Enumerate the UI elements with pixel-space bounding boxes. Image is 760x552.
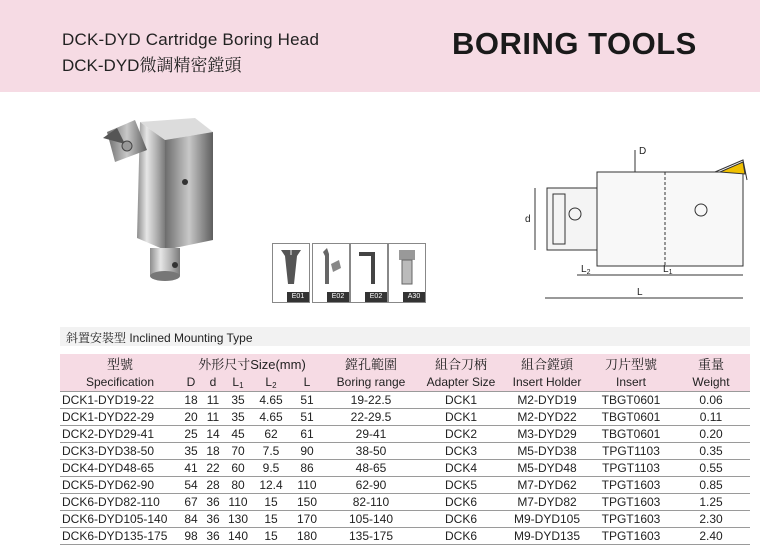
cell-spec: DCK3-DYD38-50 <box>60 443 180 460</box>
cell-adapter: DCK3 <box>418 443 504 460</box>
title-chinese: DCK-DYD微調精密鏜頭 <box>62 56 242 75</box>
dim-L-label: L <box>637 287 643 298</box>
cell-d: 41 <box>180 460 202 477</box>
technical-diagram <box>515 140 755 305</box>
accessory-tag: E02 <box>327 292 349 302</box>
cell-d: 36 <box>202 528 224 545</box>
cell-d: 84 <box>180 511 202 528</box>
cell-l2: 9.5 <box>252 460 290 477</box>
cell-l1: 140 <box>224 528 252 545</box>
cell-l2: 15 <box>252 511 290 528</box>
cell-spec: DCK2-DYD29-41 <box>60 426 180 443</box>
cell-weight: 1.25 <box>672 494 750 511</box>
cell-d: 36 <box>202 511 224 528</box>
cell-weight: 0.55 <box>672 460 750 477</box>
cell-holder: M5-DYD38 <box>504 443 590 460</box>
cell-l2: 62 <box>252 426 290 443</box>
header-L1: $L_1$ <box>232 374 244 390</box>
dim-L1-label: $L_1$ <box>663 264 673 276</box>
header-spec-en: Specification <box>85 375 155 389</box>
cell-l1: 110 <box>224 494 252 511</box>
cell-holder: M7-DYD62 <box>504 477 590 494</box>
cell-d: 14 <box>202 426 224 443</box>
cell-weight: 0.11 <box>672 409 750 426</box>
cell-l1: 60 <box>224 460 252 477</box>
header-size-cn: 外形尺寸Size(mm) <box>198 357 306 372</box>
cell-d: 11 <box>202 409 224 426</box>
cell-adapter: DCK6 <box>418 494 504 511</box>
table-row <box>60 392 750 409</box>
cell-d: 22 <box>202 460 224 477</box>
cell-range: 135-175 <box>324 528 418 545</box>
cell-l: 61 <box>290 426 324 443</box>
accessory-tag: A30 <box>403 292 425 302</box>
cell-range: 82-110 <box>324 494 418 511</box>
header-weight-en: Weight <box>692 375 730 389</box>
cell-l1: 70 <box>224 443 252 460</box>
cell-l: 150 <box>290 494 324 511</box>
cell-holder: M2-DYD19 <box>504 392 590 409</box>
header-insert-cn: 刀片型號 <box>604 357 657 372</box>
cell-d: 54 <box>180 477 202 494</box>
table-row <box>60 443 750 460</box>
cell-l1: 130 <box>224 511 252 528</box>
cell-spec: DCK5-DYD62-90 <box>60 477 180 494</box>
cell-holder: M5-DYD48 <box>504 460 590 477</box>
cell-l2: 7.5 <box>252 443 290 460</box>
cell-l2: 4.65 <box>252 409 290 426</box>
brand-heading: BORING TOOLS <box>452 26 697 61</box>
table-row <box>60 460 750 477</box>
header-d: d <box>209 375 217 389</box>
cell-weight: 0.35 <box>672 443 750 460</box>
cell-adapter: DCK6 <box>418 511 504 528</box>
cell-range: 105-140 <box>324 511 418 528</box>
cell-holder: M3-DYD29 <box>504 426 590 443</box>
header-range-en: Boring range <box>336 375 406 389</box>
cell-d: 36 <box>202 494 224 511</box>
dim-D-label: D <box>639 146 647 157</box>
spec-table-body <box>60 392 750 545</box>
accessory-tag: E02 <box>365 292 387 302</box>
header-L: L <box>303 375 311 389</box>
header-range-cn: 鏜孔範圍 <box>344 357 397 372</box>
dim-L2-label: $L_2$ <box>581 264 591 276</box>
cell-spec: DCK1-DYD19-22 <box>60 392 180 409</box>
dim-d-label: d <box>525 214 531 225</box>
header-adapter-cn: 組合刀柄 <box>434 357 487 372</box>
cell-insert: TBGT0601 <box>590 409 672 426</box>
header-spec-cn: 型號 <box>106 357 133 372</box>
cell-d: 20 <box>180 409 202 426</box>
cell-insert: TPGT1603 <box>590 511 672 528</box>
cell-weight: 2.30 <box>672 511 750 528</box>
cell-spec: DCK4-DYD48-65 <box>60 460 180 477</box>
cell-holder: M7-DYD82 <box>504 494 590 511</box>
cell-l2: 15 <box>252 528 290 545</box>
product-photo <box>95 110 225 295</box>
cell-spec: DCK6-DYD135-175 <box>60 528 180 545</box>
page-header <box>0 0 760 92</box>
cell-weight: 0.85 <box>672 477 750 494</box>
cell-weight: 2.40 <box>672 528 750 545</box>
header-insert-en: Insert <box>615 375 646 389</box>
accessory-tag: E01 <box>287 292 309 302</box>
cell-adapter: DCK4 <box>418 460 504 477</box>
header-holder-en: Insert Holder <box>512 375 582 389</box>
cell-adapter: DCK6 <box>418 528 504 545</box>
header-L2: $L_2$ <box>265 374 277 390</box>
cell-l: 51 <box>290 392 324 409</box>
cell-weight: 0.06 <box>672 392 750 409</box>
cell-range: 29-41 <box>324 426 418 443</box>
cell-insert: TBGT0601 <box>590 426 672 443</box>
table-row <box>60 477 750 494</box>
cell-l2: 15 <box>252 494 290 511</box>
cell-holder: M9-DYD135 <box>504 528 590 545</box>
cell-insert: TPGT1103 <box>590 443 672 460</box>
cell-d: 98 <box>180 528 202 545</box>
cell-d: 67 <box>180 494 202 511</box>
cell-range: 19-22.5 <box>324 392 418 409</box>
table-row <box>60 494 750 511</box>
cell-d: 18 <box>180 392 202 409</box>
cell-insert: TPGT1603 <box>590 477 672 494</box>
cell-l1: 45 <box>224 426 252 443</box>
cell-l: 110 <box>290 477 324 494</box>
cell-insert: TPGT1603 <box>590 528 672 545</box>
cell-adapter: DCK5 <box>418 477 504 494</box>
table-row <box>60 409 750 426</box>
cell-holder: M2-DYD22 <box>504 409 590 426</box>
cell-l2: 4.65 <box>252 392 290 409</box>
cell-range: 62-90 <box>324 477 418 494</box>
cell-d: 11 <box>202 392 224 409</box>
cell-adapter: DCK1 <box>418 392 504 409</box>
header-holder-cn: 組合鏜頭 <box>520 357 573 372</box>
cell-spec: DCK1-DYD22-29 <box>60 409 180 426</box>
header-adapter-en: Adapter Size <box>426 375 496 389</box>
header-weight-cn: 重量 <box>697 357 724 372</box>
table-row <box>60 528 750 545</box>
cell-adapter: DCK1 <box>418 409 504 426</box>
table-row <box>60 426 750 443</box>
cell-l: 51 <box>290 409 324 426</box>
accessory-screw <box>272 243 310 303</box>
table-row <box>60 511 750 528</box>
accessory-hex-key <box>350 243 388 303</box>
header-D: D <box>186 375 196 389</box>
cell-d: 35 <box>180 443 202 460</box>
cell-d: 25 <box>180 426 202 443</box>
cell-d: 28 <box>202 477 224 494</box>
accessory-pin <box>388 243 426 303</box>
cell-adapter: DCK2 <box>418 426 504 443</box>
cell-d: 18 <box>202 443 224 460</box>
cell-insert: TPGT1103 <box>590 460 672 477</box>
cell-insert: TBGT0601 <box>590 392 672 409</box>
cell-spec: DCK6-DYD105-140 <box>60 511 180 528</box>
cell-range: 38-50 <box>324 443 418 460</box>
title-english: DCK-DYD Cartridge Boring Head <box>62 30 320 49</box>
cell-l: 86 <box>290 460 324 477</box>
cell-l2: 12.4 <box>252 477 290 494</box>
cell-insert: TPGT1603 <box>590 494 672 511</box>
section-title: 斜置安裝型 Inclined Mounting Type <box>66 331 253 345</box>
cell-range: 48-65 <box>324 460 418 477</box>
accessory-wrench <box>312 243 350 303</box>
cell-holder: M9-DYD105 <box>504 511 590 528</box>
cell-l1: 80 <box>224 477 252 494</box>
cell-spec: DCK6-DYD82-110 <box>60 494 180 511</box>
cell-l: 170 <box>290 511 324 528</box>
cell-range: 22-29.5 <box>324 409 418 426</box>
cell-l1: 35 <box>224 392 252 409</box>
cell-weight: 0.20 <box>672 426 750 443</box>
cell-l: 180 <box>290 528 324 545</box>
cell-l1: 35 <box>224 409 252 426</box>
cell-l: 90 <box>290 443 324 460</box>
spec-table <box>60 354 750 545</box>
